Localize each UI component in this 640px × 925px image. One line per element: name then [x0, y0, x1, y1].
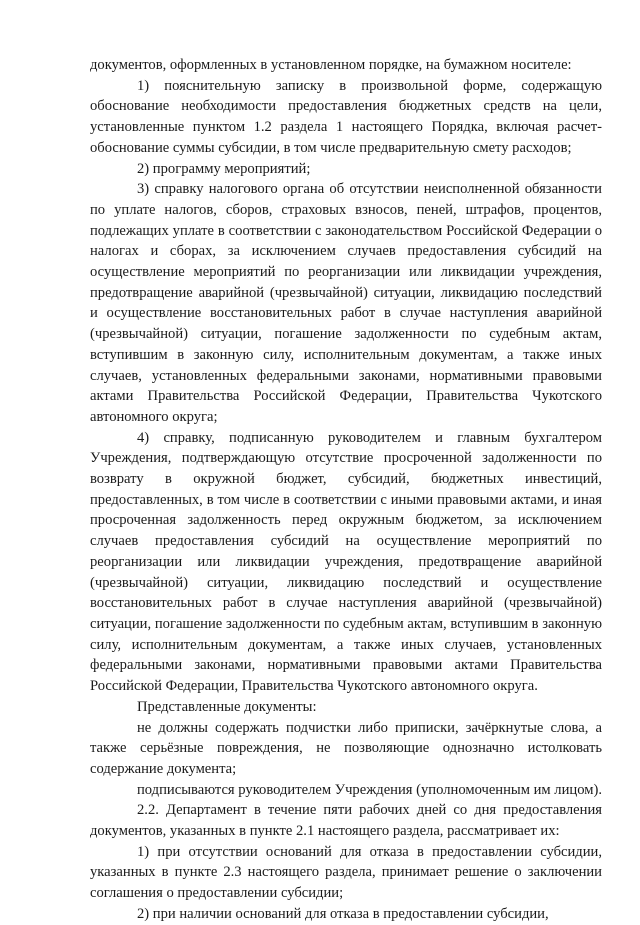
paragraph-signed-by-head: подписываются руководителем Учреждения (уполномоченным им лицом).: [137, 781, 602, 798]
paragraph-tax-certificate: 3) справку налогового органа об отсутствии неисполненной обязанности по уплате налогов, сборов, страховых взносов, пеней, штрафов, процентов, подлежащих уплате в соответствии с законодательством Российской Федерации о налогах и сборах, за исключением случаев предоставления субсидий на осуществление мероприятий по реорганизации или ликвидации учреждения, предотвращение аварийной (чрезвычайной) ситуации, ликвидацию последствий и осуществление восстановительных работ в случае наступления аварийной (чрезвычайной) ситуации, погашение задолженности по судебным актам, вступившим в законную силу, исполнительным документам, а также иных случаев, установленных федеральными законами, нормативными правовыми актами Правительства Российской Федерации, Правительства Чукотского автономного округа;: [90, 181, 602, 425]
paragraph-submitted-documents: Представленные документы:: [137, 698, 317, 715]
paragraph-debt-certificate: 4) справку, подписанную руководителем и главным бухгалтером Учреждения, подтверждающую отсутствие просроченной задолженности по возврату в окружной бюджет, субсидий, бюджетных инвестиций, предоставленных, в том числе в соответствии с иными правовыми актами, и иная просроченная задолженность перед окружным бюджетом, за исключением случаев предоставления субсидий на осуществление мероприятий по реорганизации или ликвидации учреждения, предотвращение аварийной (чрезвычайной) ситуации, ликвидацию последствий и осуществление восстановительных работ в случае наступления аварийной (чрезвычайной) ситуации, погашение задолженности по судебным актам, вступившим в законную силу, исполнительным документам, а также иных случаев, установленных федеральными законами, нормативными правовыми актами Правительства Российской Федерации, Правительства Чукотского автономного округа.: [90, 429, 602, 695]
paragraph-no-erasures: не должны содержать подчистки либо приписки, зачёркнутые слова, а также серьёзные повреждения, не позволяющие однозначно истолковать содержание документа;: [90, 719, 602, 777]
paragraph-section-2-2: 2.2. Департамент в течение пяти рабочих дней со дня предоставления документов, указанных в пункте 2.1 настоящего раздела, рассматривает их:: [90, 802, 602, 840]
document-page: [90, 55, 602, 925]
paragraph-program: 2) программу мероприятий;: [137, 160, 311, 177]
paragraph-grounds-refusal: 2) при наличии оснований для отказа в предоставлении субсидии,: [137, 905, 549, 922]
paragraph-explanatory-note: 1) пояснительную записку в произвольной форме, содержащую обоснование необходимости предоставления бюджетных средств на цели, установленные пунктом 1.2 раздела 1 настоящего Порядка, включая расчет-обоснование суммы субсидии, в том числе предварительную смету расходов;: [90, 77, 602, 156]
paragraph-documents-intro: документов, оформленных в установленном порядке, на бумажном носителе:: [90, 57, 572, 73]
paragraph-no-grounds-refusal: 1) при отсутствии оснований для отказа в предоставлении субсидии, указанных в пункте 2.3 настоящего раздела, принимает решение о заключении соглашения о предоставлении субсидии;: [90, 843, 602, 902]
